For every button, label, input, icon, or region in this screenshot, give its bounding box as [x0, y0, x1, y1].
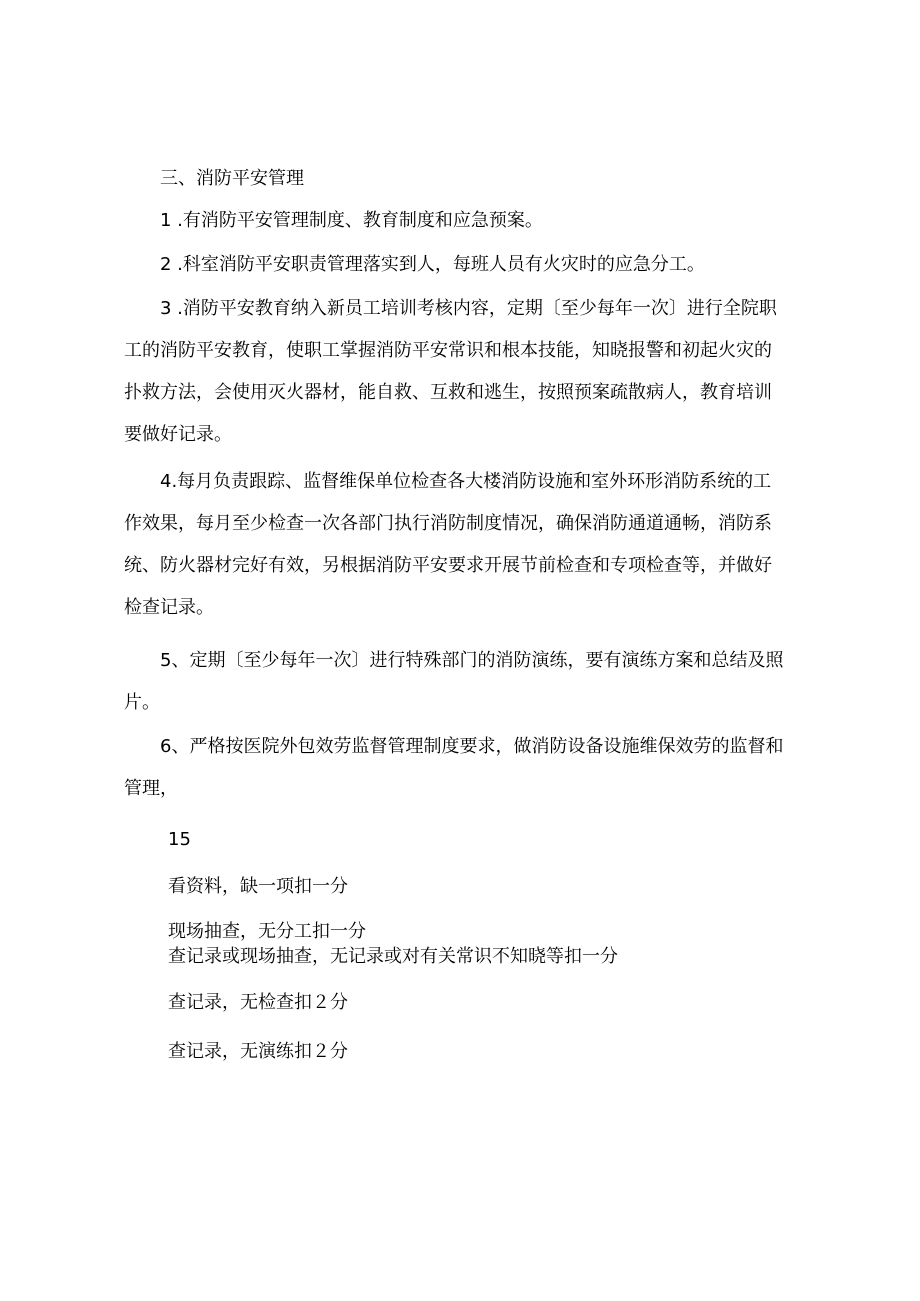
section-heading: 三、消防平安管理: [160, 168, 304, 189]
criterion-5: 查记录，无演练扣２分: [168, 1041, 348, 1062]
item-1: 1 .有消防平安管理制度、教育制度和应急预案。: [160, 210, 543, 231]
item-5: 5、定期〔至少每年一次〕进行特殊部门的消防演练，要有演练方案和总结及照片。: [124, 650, 784, 713]
item-2: 2 .科室消防平安职责管理落实到人，每班人员有火灾时的应急分工。: [160, 254, 705, 275]
item-3: 3 .消防平安教育纳入新员工培训考核内容，定期〔至少每年一次〕进行全院职工的消防平安教育，使职工掌握消防平安常识和根本技能，知晓报警和初起火灾的扑救方法，会使用灭火器材，能自救、互救和逃生，按照预案疏散病人，教育培训要做好记录。: [124, 298, 777, 445]
item-4: 4.每月负责跟踪、监督维保单位检查各大楼消防设施和室外环形消防系统的工作效果，每月至少检查一次各部门执行消防制度情况，确保消防通道通畅，消防系统、防火器材完好有效，另根据消防平安要求开展节前检查和专项检查等，并做好检查记录。: [124, 471, 772, 618]
item-6: 6、严格按医院外包效劳监督管理制度要求，做消防设备设施维保效劳的监督和管理，: [124, 736, 784, 799]
score-value: 15: [168, 829, 191, 850]
criterion-3: 查记录或现场抽查，无记录或对有关常识不知晓等扣一分: [168, 946, 618, 967]
criterion-2: 现场抽查，无分工扣一分: [168, 921, 366, 942]
criterion-1: 看资料，缺一项扣一分: [168, 876, 348, 897]
criterion-4: 查记录，无检查扣２分: [168, 992, 348, 1013]
